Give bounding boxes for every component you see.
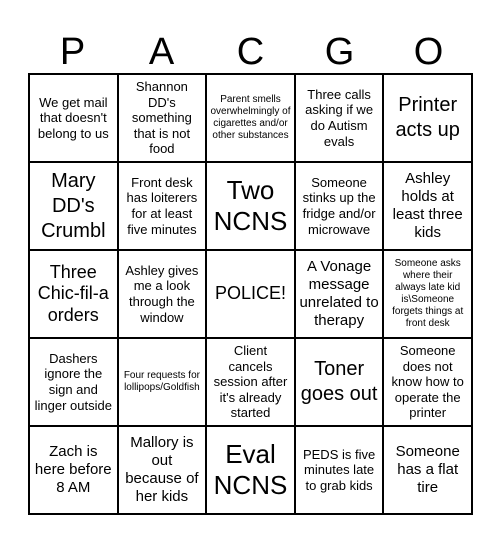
header-letter-o: O (413, 31, 444, 73)
bingo-cell[interactable]: Four requests for lollipops/Goldfish (118, 338, 207, 426)
bingo-cell[interactable]: A Vonage message unrelated to therapy (295, 250, 384, 338)
bingo-cell[interactable]: Someone has a flat tire (383, 426, 472, 514)
bingo-cell[interactable]: Parent smells overwhelmingly of cigarettes and/or other substances (206, 74, 295, 162)
bingo-cell[interactable]: Dashers ignore the sign and linger outside (29, 338, 118, 426)
bingo-cell-free[interactable]: POLICE! (206, 250, 295, 338)
bingo-cell[interactable]: We get mail that doesn't belong to us (29, 74, 118, 162)
bingo-cell[interactable]: Shannon DD's something that is not food (118, 74, 207, 162)
header-letter-p: P (59, 31, 86, 73)
bingo-cell[interactable]: Two NCNS (206, 162, 295, 250)
bingo-cell[interactable]: Someone does not know how to operate the printer (383, 338, 472, 426)
header-letter-a: A (148, 31, 175, 73)
bingo-cell[interactable]: Mallory is out because of her kids (118, 426, 207, 514)
bingo-cell[interactable]: Ashley holds at least three kids (383, 162, 472, 250)
bingo-cell[interactable]: Printer acts up (383, 74, 472, 162)
bingo-cell[interactable]: Three Chic-fil-a orders (29, 250, 118, 338)
bingo-cell[interactable]: Eval NCNS (206, 426, 295, 514)
bingo-cell[interactable]: Ashley gives me a look through the window (118, 250, 207, 338)
bingo-cell[interactable]: Client cancels session after it's already started (206, 338, 295, 426)
header-letter-c: C (236, 31, 265, 73)
bingo-cell[interactable]: PEDS is five minutes late to grab kids (295, 426, 384, 514)
bingo-header (28, 30, 473, 74)
bingo-cell[interactable]: Zach is here before 8 AM (29, 426, 118, 514)
bingo-cell[interactable]: Someone asks where their always late kid is\Someone forgets things at front desk (383, 250, 472, 338)
bingo-cell[interactable]: Three calls asking if we do Autism evals (295, 74, 384, 162)
bingo-cell[interactable]: Toner goes out (295, 338, 384, 426)
bingo-grid (28, 73, 473, 515)
bingo-cell[interactable]: Someone stinks up the fridge and/or microwave (295, 162, 384, 250)
bingo-cell[interactable]: Front desk has loiterers for at least five minutes (118, 162, 207, 250)
header-letter-g: G (324, 31, 355, 73)
bingo-cell[interactable]: Mary DD's Crumbl (29, 162, 118, 250)
